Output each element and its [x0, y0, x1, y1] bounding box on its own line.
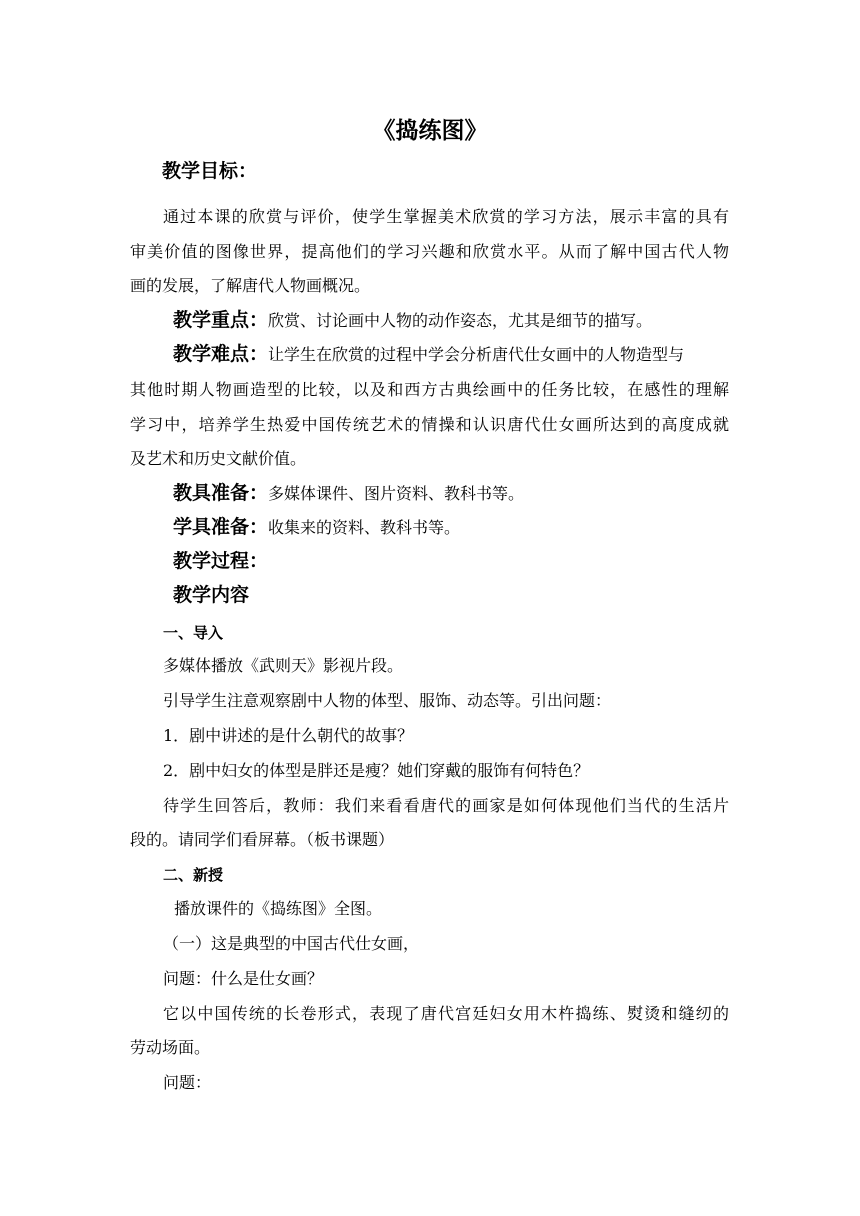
key-point-label: 教学重点： [173, 309, 269, 331]
difficulty-first-text: 让学生在欣赏的过程中学会分析唐代仕女画中的人物造型与 [268, 345, 685, 364]
section2-line-2: （一）这是典型的中国古代仕女画， [163, 934, 420, 953]
content-heading: 教学内容 [173, 584, 250, 606]
teacher-prep-paragraph [173, 482, 524, 505]
difficulty-label: 教学难点： [173, 343, 269, 365]
key-point-text: 欣赏、讨论画中人物的动作姿态，尤其是细节的描写。 [268, 311, 653, 330]
section2-line-3: 问题：什么是仕女画？ [163, 969, 324, 988]
difficulty-line-4: 及艺术和历史文献价值。 [130, 449, 307, 468]
section1-line-1: 多媒体播放《武则天》影视片段。 [163, 656, 404, 675]
section2-line-5: 劳动场面。 [130, 1038, 211, 1057]
student-prep-label: 学具准备： [173, 516, 269, 538]
objectives-line-3: 画的发展，了解唐代人物画概况。 [130, 276, 371, 295]
student-prep-paragraph [173, 516, 460, 539]
student-prep-text: 收集来的资料、教科书等。 [268, 518, 461, 537]
difficulty-line-2: 其他时期人物画造型的比较，以及和西方古典绘画中的任务比较，在感性的理解 [130, 380, 729, 399]
teacher-prep-label: 教具准备： [173, 482, 269, 504]
section2-heading: 二、新授 [163, 866, 224, 884]
section1-line-6: 段的。请同学们看屏幕。（板书课题） [130, 830, 395, 849]
key-point-paragraph [173, 309, 652, 332]
section2-line-6: 问题： [163, 1073, 212, 1092]
difficulty-line-3: 学习中，培养学生热爱中国传统艺术的情操和认识唐代仕女画所达到的高度成就 [130, 415, 729, 434]
objectives-line-1: 通过本课的欣赏与评价，使学生掌握美术欣赏的学习方法，展示丰富的具有 [163, 207, 729, 226]
difficulty-first-line [173, 343, 684, 366]
section1-line-4: 2．剧中妇女的体型是胖还是瘦？她们穿戴的服饰有何特色？ [163, 761, 590, 780]
objectives-line-2: 审美价值的图像世界，提高他们的学习兴趣和欣赏水平。从而了解中国古代人物 [130, 242, 729, 261]
section1-heading: 一、导入 [163, 624, 224, 642]
section2-line-1: 播放课件的《捣练图》全图。 [174, 899, 383, 918]
section1-line-5: 待学生回答后，教师：我们来看看唐代的画家是如何体现他们当代的生活片 [163, 796, 729, 815]
document-title: 《捣练图》 [372, 118, 488, 144]
section1-line-2: 引导学生注意观察剧中人物的体型、服饰、动态等。引出问题： [163, 691, 612, 710]
section2-line-4: 它以中国传统的长卷形式，表现了唐代宫廷妇女用木杵捣练、熨烫和缝纫的 [163, 1004, 729, 1023]
section1-line-3: 1．剧中讲述的是什么朝代的故事？ [163, 726, 414, 745]
objectives-heading: 教学目标： [162, 160, 258, 182]
process-heading: 教学过程： [173, 550, 269, 572]
teacher-prep-text: 多媒体课件、图片资料、教科书等。 [268, 484, 525, 503]
